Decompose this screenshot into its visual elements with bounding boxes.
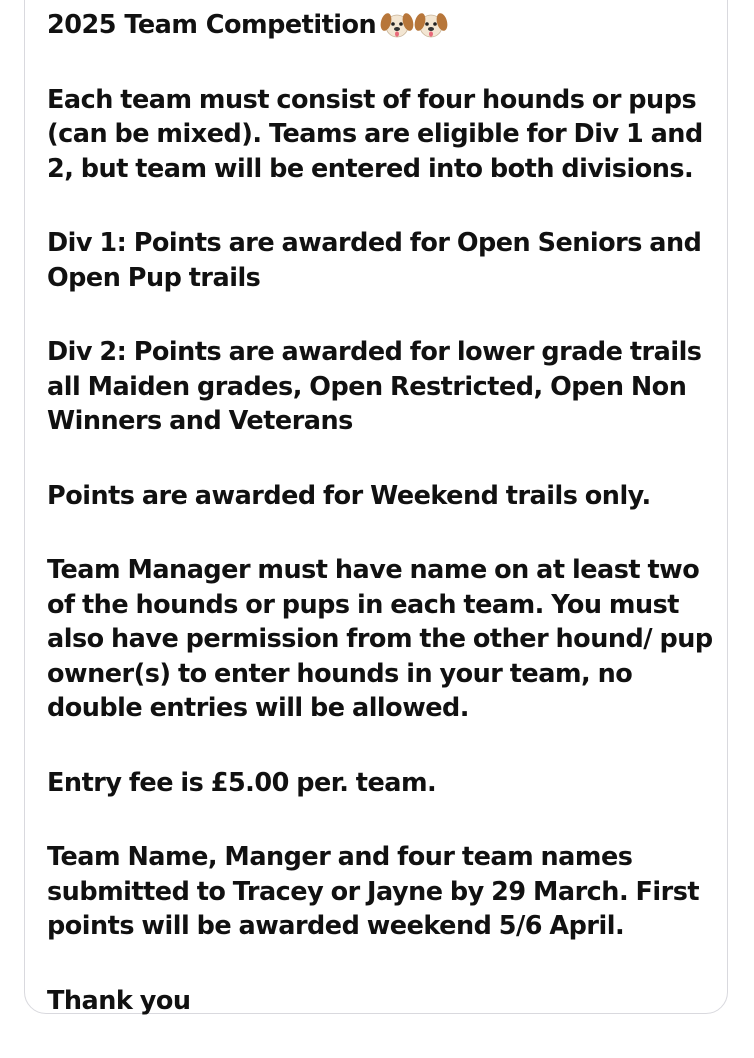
paragraph-team-rules: Each team must consist of four hounds or pups (can be mixed). Teams are eligible for Div 1 and 2, but team will be entered into both divisions.	[47, 84, 703, 184]
paragraph-div2: Div 2: Points are awarded for lower grade trails all Maiden grades, Open Restricted, Open Non Winners and Veterans	[47, 337, 702, 436]
dog-face-icon	[414, 9, 448, 41]
paragraph-entry-fee: Entry fee is £5.00 per. team.	[47, 767, 437, 798]
paragraph-team-manager: Team Manager must have name on at least two of the hounds or pups in each team. You must also have permission from the other hound/ pup owner(s) to enter hounds in your team, no double entries will be allowed.	[47, 555, 713, 723]
paragraph-weekend-trails: Points are awarded for Weekend trails only.	[47, 480, 651, 511]
paragraph-div1: Div 1: Points are awarded for Open Seniors and Open Pup trails	[47, 228, 702, 293]
post-title: 2025 Team Competition	[47, 10, 377, 40]
dog-face-icon	[380, 9, 414, 41]
paragraph-submission: Team Name, Manger and four team names submitted to Tracey or Jayne by 29 March. First points will be awarded weekend 5/6 April.	[47, 842, 700, 941]
post-title-row	[47, 8, 717, 43]
paragraph-thank-you: Thank you	[47, 985, 191, 1016]
post-content	[47, 8, 717, 1058]
